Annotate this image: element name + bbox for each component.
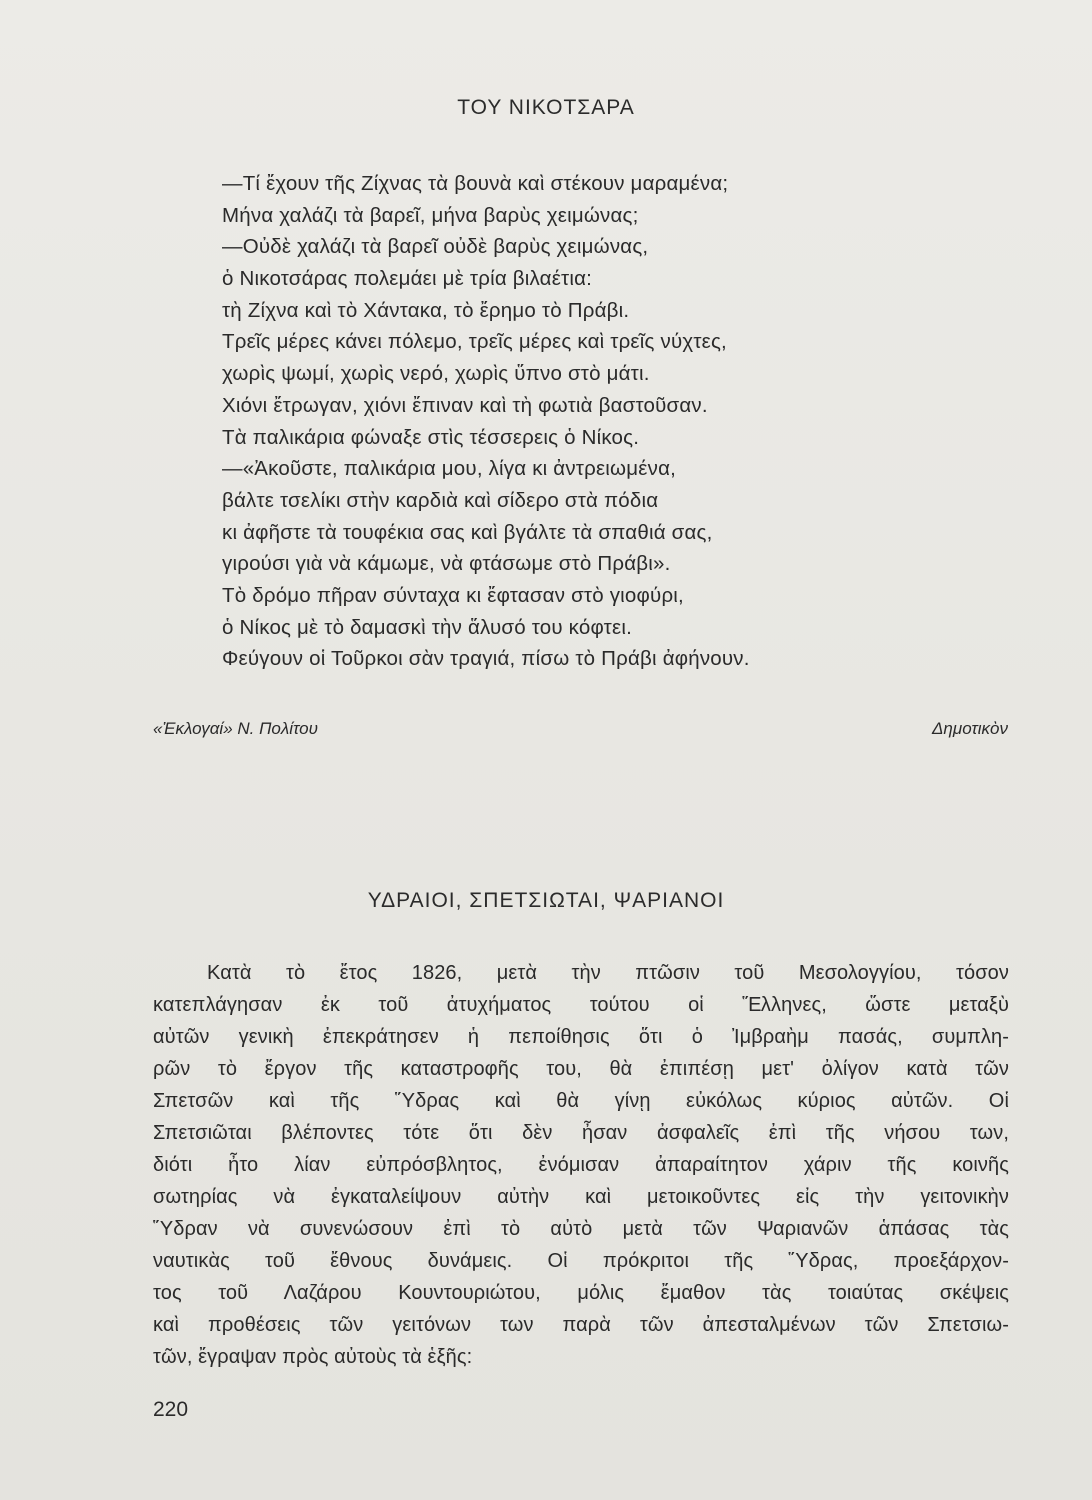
poem-line: χωρὶς ψωμί, χωρὶς νερό, χωρὶς ὕπνο στὸ μάτι. (222, 362, 650, 386)
poem-line: ὁ Νίκος μὲ τὸ δαμασκὶ τὴν ἅλυσό του κόφτει. (222, 615, 632, 639)
prose-line: ναυτικὰς τοῦ ἔθνους δυνάμεις. Οἱ πρόκριτοι τῆς Ὕδρας, προεξάρχον- (153, 1250, 1009, 1272)
prose-line: ρῶν τὸ ἔργον τῆς καταστροφῆς του, θὰ ἐπιπέσῃ μετ' ὀλίγον κατὰ τῶν (153, 1058, 1009, 1080)
poem-line: γιρούσι γιὰ νὰ κάμωμε, νὰ φτάσωμε στὸ Πράβι». (222, 552, 671, 576)
prose-line: Κατὰ τὸ ἔτος 1826, μετὰ τὴν πτῶσιν τοῦ Μεσολογγίου, τόσον (207, 962, 1009, 984)
page-number: 220 (153, 1398, 189, 1421)
prose-line: κατεπλάγησαν ἐκ τοῦ ἀτυχήματος τούτου οἱ Ἕλληνες, ὥστε μεταξὺ (153, 994, 1009, 1016)
prose-line: αὐτῶν γενικὴ ἐπεκράτησεν ἡ πεποίθησις ὅτι ὁ Ἰμβραὴμ πασάς, συμπλη- (153, 1026, 1009, 1048)
poem-line: κι ἀφῆστε τὰ τουφέκια σας καὶ βγάλτε τὰ σπαθιά σας, (222, 520, 713, 544)
poem-text (222, 168, 1002, 675)
poem-line: Τὸ δρόμο πῆραν σύνταχα κι ἔφτασαν στὸ γιοφύρι, (222, 583, 684, 607)
poem-line: —Οὐδὲ χαλάζι τὰ βαρεῖ οὐδὲ βαρὺς χειμώνας, (222, 235, 649, 259)
poem-line: Μήνα χαλάζι τὰ βαρεῖ, μήνα βαρὺς χειμώνας; (222, 203, 639, 227)
prose-text (153, 957, 1009, 1373)
prose-line: τῶν, ἔγραψαν πρὸς αὐτοὺς τὰ ἑξῆς: (153, 1346, 473, 1368)
prose-line: διότι ἦτο λίαν εὐπρόσβλητος, ἐνόμισαν ἀπαραίτητον χάριν τῆς κοινῆς (153, 1154, 1009, 1176)
prose-line: καὶ προθέσεις τῶν γειτόνων των παρὰ τῶν ἀπεσταλμένων τῶν Σπετσιω- (153, 1314, 1009, 1336)
poem-line: ὁ Νικοτσάρας πολεμάει μὲ τρία βιλαέτια: (222, 267, 593, 291)
poem-line: Τρεῖς μέρες κάνει πόλεμο, τρεῖς μέρες καὶ τρεῖς νύχτες, (222, 330, 727, 354)
prose-line: Σπετσῶν καὶ τῆς Ὕδρας καὶ θὰ γίνῃ εὐκόλως κύριος αὐτῶν. Οἱ (153, 1090, 1009, 1112)
poem-title: ΤΟΥ ΝΙΚΟΤΣΑΡΑ (457, 96, 635, 119)
poem-line: —Τί ἔχουν τῆς Ζίχνας τὰ βουνὰ καὶ στέκουν μαραμένα; (222, 172, 729, 195)
prose-line: σωτηρίας νὰ ἐγκαταλείψουν αὐτὴν καὶ μετοικοῦντες εἰς τὴν γειτονικὴν (153, 1186, 1009, 1208)
poem-line: —«Ἀκοῦστε, παλικάρια μου, λίγα κι ἀντρειωμένα, (222, 457, 677, 481)
poem-source: «Ἐκλογαί» Ν. Πολίτου (153, 719, 318, 738)
prose-line: Ὕδραν νὰ συνενώσουν ἐπὶ τὸ αὐτὸ μετὰ τῶν Ψαριανῶν ἁπάσας τὰς (153, 1218, 1009, 1240)
prose-line: Σπετσιῶται βλέποντες τότε ὅτι δὲν ἦσαν ἀσφαλεῖς ἐπὶ τῆς νήσου των, (153, 1122, 1009, 1144)
poem-line: Τὰ παλικάρια φώναξε στὶς τέσσερεις ὁ Νίκος. (222, 425, 640, 449)
poem-line: Φεύγουν οἱ Τοῦρκοι σὰν τραγιά, πίσω τὸ Πράβι ἀφήνουν. (222, 647, 750, 671)
prose-line: τος τοῦ Λαζάρου Κουντουριώτου, μόλις ἔμαθον τὰς τοιαύτας σκέψεις (153, 1282, 1009, 1304)
poem-line: Χιόνι ἔτρωγαν, χιόνι ἔπιναν καὶ τὴ φωτιὰ βαστοῦσαν. (222, 393, 708, 417)
poem-line: τὴ Ζίχνα καὶ τὸ Χάντακα, τὸ ἔρημο τὸ Πράβι. (222, 298, 630, 322)
poem-line: βάλτε τσελίκι στὴν καρδιὰ καὶ σίδερο στὰ πόδια (222, 488, 659, 512)
poem-attribution: Δημοτικὸν (932, 719, 1008, 738)
prose-title: ΥΔΡΑΙΟΙ, ΣΠΕΤΣΙΩΤΑΙ, ΨΑΡΙΑΝΟΙ (367, 889, 725, 912)
